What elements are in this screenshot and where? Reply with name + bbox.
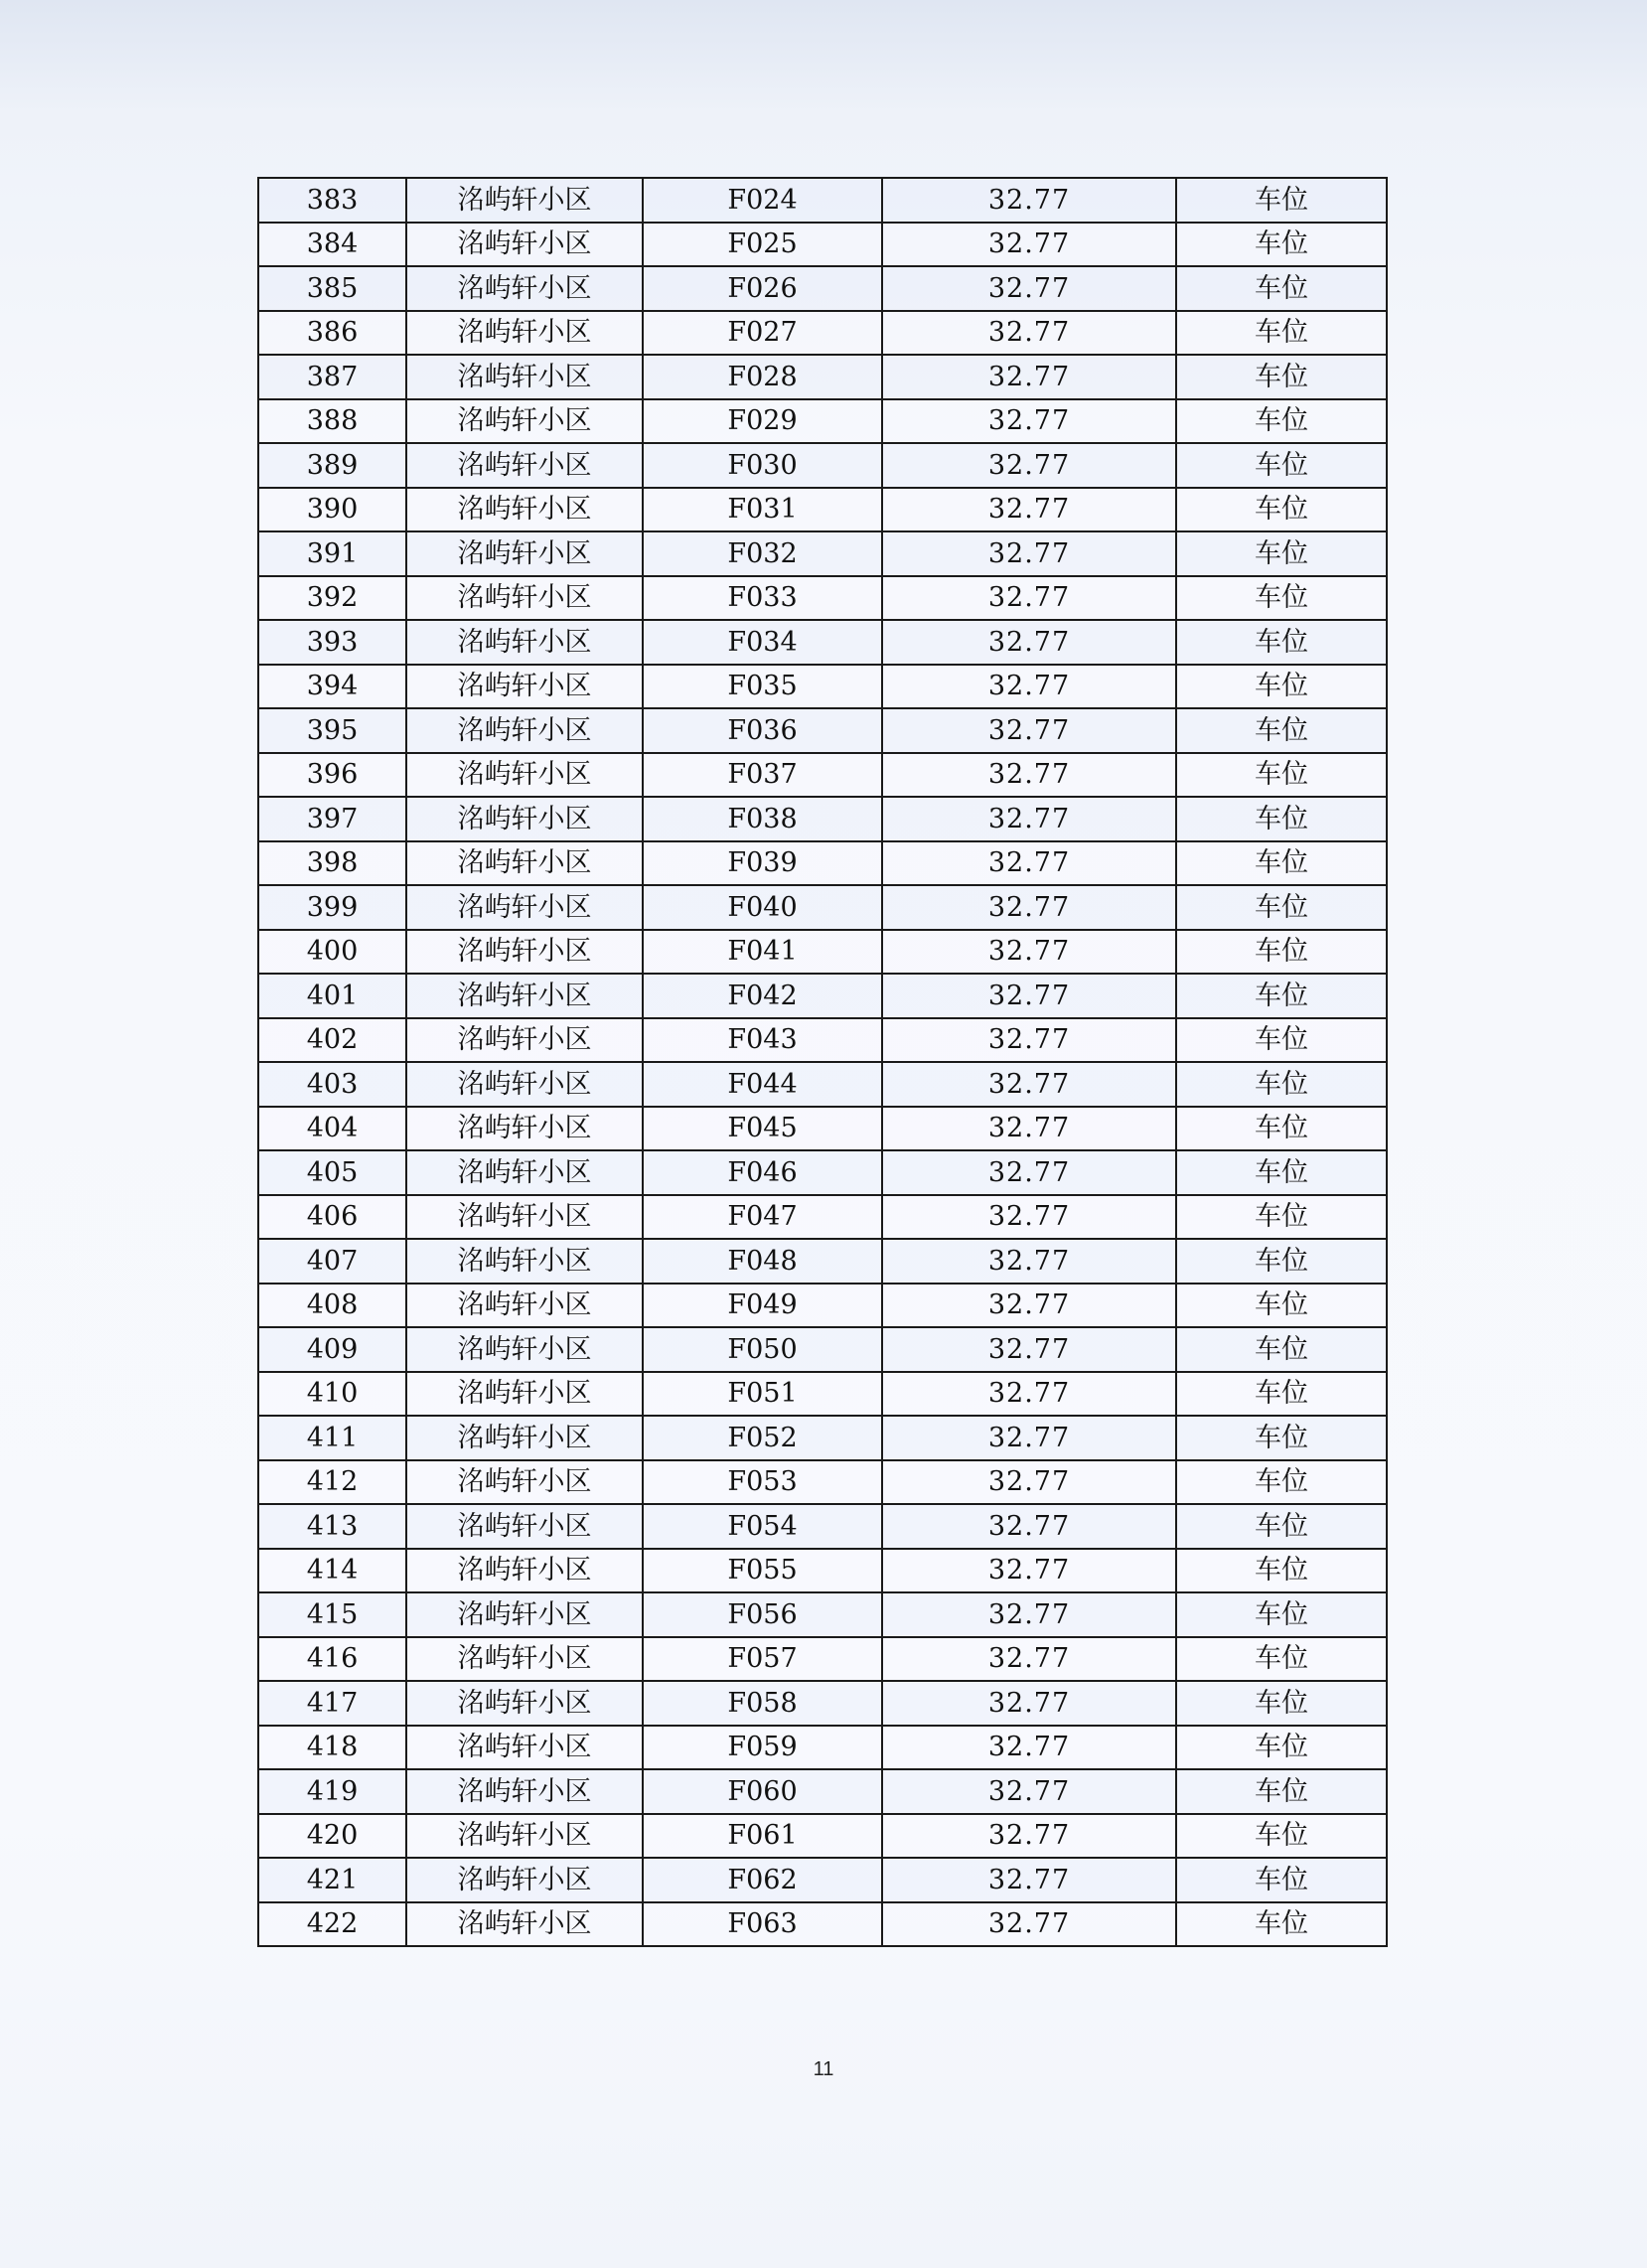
unit-code-cell: F033 [643,576,882,621]
table-row [258,311,1387,356]
area-cell: 32.77 [882,708,1176,753]
property-type-cell: 车位 [1176,399,1387,444]
row-index-cell: 412 [258,1460,406,1505]
row-index-cell: 416 [258,1637,406,1682]
unit-code-cell: F038 [643,797,882,841]
area-cell: 32.77 [882,1681,1176,1726]
community-name-cell: 洺屿轩小区 [406,399,643,444]
property-type-cell: 车位 [1176,753,1387,798]
unit-code-cell: F046 [643,1150,882,1195]
row-index-cell: 385 [258,266,406,311]
row-index-cell: 388 [258,399,406,444]
community-name-cell: 洺屿轩小区 [406,974,643,1018]
unit-code-cell: F035 [643,665,882,709]
area-cell: 32.77 [882,665,1176,709]
row-index-cell: 422 [258,1902,406,1947]
property-type-cell: 车位 [1176,1018,1387,1063]
property-type-cell: 车位 [1176,1726,1387,1770]
community-name-cell: 洺屿轩小区 [406,1460,643,1505]
row-index-cell: 411 [258,1416,406,1460]
row-index-cell: 408 [258,1284,406,1328]
community-name-cell: 洺屿轩小区 [406,885,643,930]
row-index-cell: 417 [258,1681,406,1726]
page-number: 11 [813,2058,834,2080]
unit-code-cell: F027 [643,311,882,356]
row-index-cell: 420 [258,1814,406,1859]
area-cell: 32.77 [882,1549,1176,1593]
area-cell: 32.77 [882,266,1176,311]
property-type-cell: 车位 [1176,531,1387,576]
community-name-cell: 洺屿轩小区 [406,355,643,399]
community-name-cell: 洺屿轩小区 [406,1327,643,1372]
property-type-cell: 车位 [1176,266,1387,311]
community-name-cell: 洺屿轩小区 [406,1681,643,1726]
table-row [258,1769,1387,1814]
property-type-cell: 车位 [1176,665,1387,709]
community-name-cell: 洺屿轩小区 [406,1814,643,1859]
area-cell: 32.77 [882,1769,1176,1814]
unit-code-cell: F052 [643,1416,882,1460]
area-cell: 32.77 [882,1637,1176,1682]
unit-code-cell: F025 [643,223,882,267]
row-index-cell: 413 [258,1504,406,1549]
community-name-cell: 洺屿轩小区 [406,1195,643,1240]
area-cell: 32.77 [882,1726,1176,1770]
table-row [258,1416,1387,1460]
unit-code-cell: F059 [643,1726,882,1770]
row-index-cell: 400 [258,930,406,975]
unit-code-cell: F051 [643,1372,882,1417]
unit-code-cell: F062 [643,1858,882,1902]
community-name-cell: 洺屿轩小区 [406,1769,643,1814]
property-type-cell: 车位 [1176,841,1387,886]
community-name-cell: 洺屿轩小区 [406,1504,643,1549]
row-index-cell: 395 [258,708,406,753]
unit-code-cell: F055 [643,1549,882,1593]
row-index-cell: 383 [258,178,406,223]
area-cell: 32.77 [882,974,1176,1018]
community-name-cell: 洺屿轩小区 [406,1549,643,1593]
community-name-cell: 洺屿轩小区 [406,1858,643,1902]
records-table [257,177,1388,1947]
property-type-cell: 车位 [1176,1416,1387,1460]
property-type-cell: 车位 [1176,1062,1387,1107]
row-index-cell: 396 [258,753,406,798]
row-index-cell: 407 [258,1239,406,1284]
area-cell: 32.77 [882,1460,1176,1505]
area-cell: 32.77 [882,223,1176,267]
row-index-cell: 419 [258,1769,406,1814]
area-cell: 32.77 [882,1592,1176,1637]
community-name-cell: 洺屿轩小区 [406,576,643,621]
unit-code-cell: F034 [643,620,882,665]
community-name-cell: 洺屿轩小区 [406,178,643,223]
area-cell: 32.77 [882,1416,1176,1460]
table-row [258,930,1387,975]
unit-code-cell: F058 [643,1681,882,1726]
community-name-cell: 洺屿轩小区 [406,1592,643,1637]
row-index-cell: 398 [258,841,406,886]
community-name-cell: 洺屿轩小区 [406,797,643,841]
property-type-cell: 车位 [1176,708,1387,753]
property-type-cell: 车位 [1176,974,1387,1018]
row-index-cell: 402 [258,1018,406,1063]
unit-code-cell: F031 [643,488,882,532]
table-row [258,974,1387,1018]
community-name-cell: 洺屿轩小区 [406,223,643,267]
area-cell: 32.77 [882,1239,1176,1284]
table-row [258,1681,1387,1726]
unit-code-cell: F040 [643,885,882,930]
property-type-cell: 车位 [1176,1327,1387,1372]
table-row [258,1549,1387,1593]
unit-code-cell: F030 [643,443,882,488]
area-cell: 32.77 [882,531,1176,576]
area-cell: 32.77 [882,885,1176,930]
table-row [258,1902,1387,1947]
area-cell: 32.77 [882,1814,1176,1859]
table-row [258,443,1387,488]
community-name-cell: 洺屿轩小区 [406,1150,643,1195]
area-cell: 32.77 [882,443,1176,488]
unit-code-cell: F044 [643,1062,882,1107]
property-type-cell: 车位 [1176,1107,1387,1151]
unit-code-cell: F045 [643,1107,882,1151]
row-index-cell: 421 [258,1858,406,1902]
unit-code-cell: F037 [643,753,882,798]
table-row [258,1858,1387,1902]
row-index-cell: 389 [258,443,406,488]
table-row [258,1372,1387,1417]
unit-code-cell: F043 [643,1018,882,1063]
unit-code-cell: F041 [643,930,882,975]
community-name-cell: 洺屿轩小区 [406,1726,643,1770]
community-name-cell: 洺屿轩小区 [406,1372,643,1417]
row-index-cell: 394 [258,665,406,709]
area-cell: 32.77 [882,399,1176,444]
property-type-cell: 车位 [1176,178,1387,223]
unit-code-cell: F063 [643,1902,882,1947]
unit-code-cell: F048 [643,1239,882,1284]
table-row [258,576,1387,621]
property-type-cell: 车位 [1176,1150,1387,1195]
community-name-cell: 洺屿轩小区 [406,930,643,975]
table-row [258,1327,1387,1372]
area-cell: 32.77 [882,178,1176,223]
property-type-cell: 车位 [1176,1284,1387,1328]
community-name-cell: 洺屿轩小区 [406,1018,643,1063]
property-type-cell: 车位 [1176,576,1387,621]
table-row [258,1592,1387,1637]
table-row [258,1637,1387,1682]
property-type-cell: 车位 [1176,1814,1387,1859]
row-index-cell: 401 [258,974,406,1018]
row-index-cell: 384 [258,223,406,267]
unit-code-cell: F050 [643,1327,882,1372]
table-row [258,178,1387,223]
community-name-cell: 洺屿轩小区 [406,1416,643,1460]
area-cell: 32.77 [882,753,1176,798]
table-row [258,1504,1387,1549]
row-index-cell: 415 [258,1592,406,1637]
table-row [258,885,1387,930]
unit-code-cell: F060 [643,1769,882,1814]
row-index-cell: 414 [258,1549,406,1593]
area-cell: 32.77 [882,1284,1176,1328]
table-row [258,1284,1387,1328]
row-index-cell: 391 [258,531,406,576]
table-row [258,620,1387,665]
area-cell: 32.77 [882,1107,1176,1151]
area-cell: 32.77 [882,1858,1176,1902]
area-cell: 32.77 [882,930,1176,975]
community-name-cell: 洺屿轩小区 [406,753,643,798]
property-type-cell: 车位 [1176,443,1387,488]
property-type-cell: 车位 [1176,1239,1387,1284]
table-row [258,1195,1387,1240]
property-type-cell: 车位 [1176,1504,1387,1549]
property-type-cell: 车位 [1176,1858,1387,1902]
community-name-cell: 洺屿轩小区 [406,708,643,753]
property-type-cell: 车位 [1176,1195,1387,1240]
community-name-cell: 洺屿轩小区 [406,1637,643,1682]
property-type-cell: 车位 [1176,930,1387,975]
property-type-cell: 车位 [1176,488,1387,532]
table-row [258,1018,1387,1063]
area-cell: 32.77 [882,1504,1176,1549]
row-index-cell: 387 [258,355,406,399]
property-type-cell: 车位 [1176,355,1387,399]
table-row [258,531,1387,576]
table-row [258,841,1387,886]
unit-code-cell: F061 [643,1814,882,1859]
records-table-body [258,178,1387,1946]
table-row [258,355,1387,399]
row-index-cell: 392 [258,576,406,621]
row-index-cell: 397 [258,797,406,841]
community-name-cell: 洺屿轩小区 [406,443,643,488]
table-row [258,708,1387,753]
area-cell: 32.77 [882,488,1176,532]
row-index-cell: 390 [258,488,406,532]
community-name-cell: 洺屿轩小区 [406,665,643,709]
table-row [258,1726,1387,1770]
property-type-cell: 车位 [1176,1460,1387,1505]
property-type-cell: 车位 [1176,885,1387,930]
property-type-cell: 车位 [1176,1549,1387,1593]
community-name-cell: 洺屿轩小区 [406,841,643,886]
property-type-cell: 车位 [1176,1902,1387,1947]
property-type-cell: 车位 [1176,1637,1387,1682]
unit-code-cell: F039 [643,841,882,886]
community-name-cell: 洺屿轩小区 [406,1107,643,1151]
unit-code-cell: F024 [643,178,882,223]
table-row [258,1107,1387,1151]
table-row [258,1062,1387,1107]
unit-code-cell: F049 [643,1284,882,1328]
community-name-cell: 洺屿轩小区 [406,1062,643,1107]
community-name-cell: 洺屿轩小区 [406,266,643,311]
table-row [258,399,1387,444]
community-name-cell: 洺屿轩小区 [406,1902,643,1947]
area-cell: 32.77 [882,1018,1176,1063]
property-type-cell: 车位 [1176,1769,1387,1814]
table-row [258,753,1387,798]
row-index-cell: 418 [258,1726,406,1770]
property-type-cell: 车位 [1176,223,1387,267]
row-index-cell: 403 [258,1062,406,1107]
table-row [258,266,1387,311]
property-type-cell: 车位 [1176,620,1387,665]
row-index-cell: 405 [258,1150,406,1195]
row-index-cell: 399 [258,885,406,930]
community-name-cell: 洺屿轩小区 [406,531,643,576]
table-row [258,223,1387,267]
community-name-cell: 洺屿轩小区 [406,1239,643,1284]
table-row [258,797,1387,841]
property-type-cell: 车位 [1176,1681,1387,1726]
area-cell: 32.77 [882,1150,1176,1195]
row-index-cell: 409 [258,1327,406,1372]
row-index-cell: 393 [258,620,406,665]
area-cell: 32.77 [882,1902,1176,1947]
row-index-cell: 410 [258,1372,406,1417]
area-cell: 32.77 [882,1062,1176,1107]
area-cell: 32.77 [882,311,1176,356]
row-index-cell: 386 [258,311,406,356]
unit-code-cell: F042 [643,974,882,1018]
community-name-cell: 洺屿轩小区 [406,1284,643,1328]
area-cell: 32.77 [882,1195,1176,1240]
area-cell: 32.77 [882,841,1176,886]
property-type-cell: 车位 [1176,1372,1387,1417]
property-type-cell: 车位 [1176,311,1387,356]
community-name-cell: 洺屿轩小区 [406,620,643,665]
table-row [258,665,1387,709]
unit-code-cell: F026 [643,266,882,311]
unit-code-cell: F036 [643,708,882,753]
unit-code-cell: F053 [643,1460,882,1505]
table-row [258,1239,1387,1284]
unit-code-cell: F057 [643,1637,882,1682]
unit-code-cell: F056 [643,1592,882,1637]
area-cell: 32.77 [882,797,1176,841]
property-type-cell: 车位 [1176,797,1387,841]
community-name-cell: 洺屿轩小区 [406,488,643,532]
unit-code-cell: F028 [643,355,882,399]
unit-code-cell: F054 [643,1504,882,1549]
row-index-cell: 404 [258,1107,406,1151]
area-cell: 32.77 [882,576,1176,621]
area-cell: 32.77 [882,355,1176,399]
unit-code-cell: F047 [643,1195,882,1240]
row-index-cell: 406 [258,1195,406,1240]
community-name-cell: 洺屿轩小区 [406,311,643,356]
area-cell: 32.77 [882,620,1176,665]
area-cell: 32.77 [882,1372,1176,1417]
table-row [258,488,1387,532]
unit-code-cell: F029 [643,399,882,444]
area-cell: 32.77 [882,1327,1176,1372]
table-row [258,1814,1387,1859]
unit-code-cell: F032 [643,531,882,576]
table-row [258,1150,1387,1195]
table-row [258,1460,1387,1505]
property-type-cell: 车位 [1176,1592,1387,1637]
